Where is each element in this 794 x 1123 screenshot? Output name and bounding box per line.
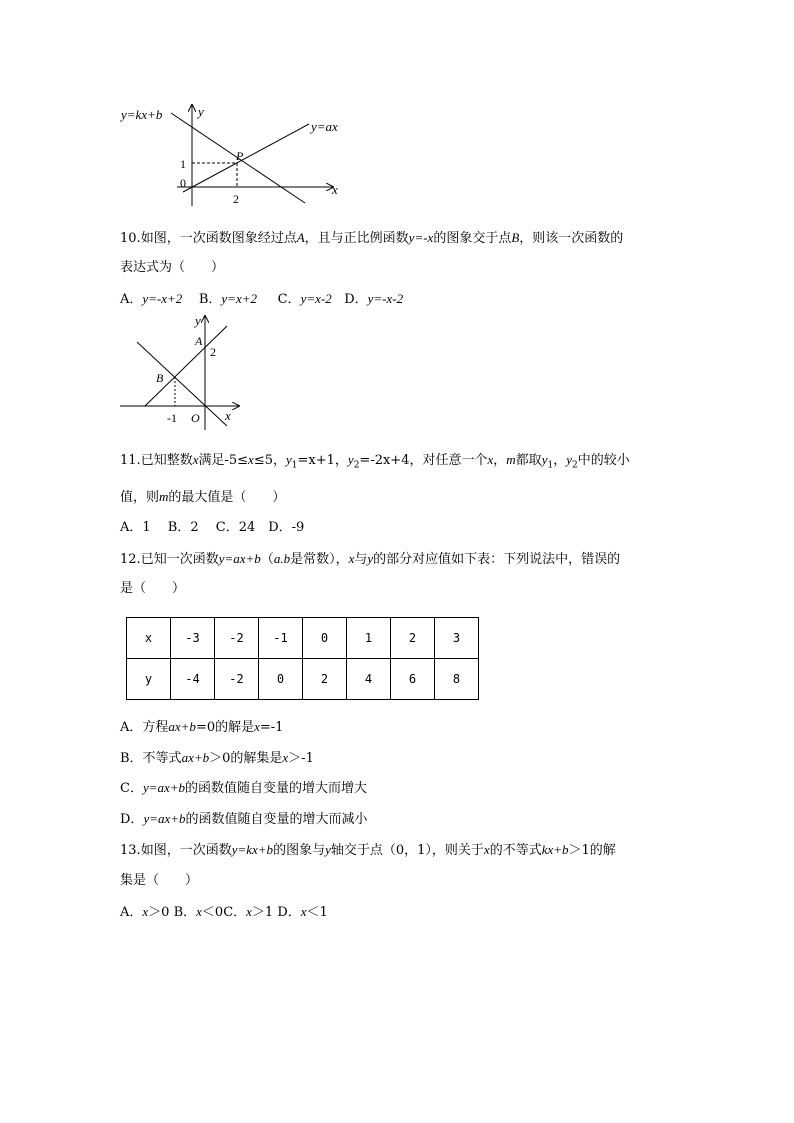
label-O: O bbox=[191, 411, 200, 425]
table-cell: 4 bbox=[347, 659, 391, 700]
question-13-line2: 集是（ ） bbox=[120, 873, 199, 888]
table-cell: -2 bbox=[215, 618, 259, 659]
question-10-line2: 表达式为（ ） bbox=[120, 260, 225, 275]
label-x: x bbox=[225, 408, 231, 423]
table-cell: -4 bbox=[171, 659, 215, 700]
question-10-line1: 10.如图，一次函数图象经过点A，且与正比例函数y=-x的图象交于点B，则该一次函数的 bbox=[120, 230, 624, 246]
question-10-options: A．y=-x+2 B．y=x+2 C．y=x-2 D．y=-x-2 bbox=[120, 291, 404, 307]
table-cell: 0 bbox=[303, 618, 347, 659]
tick-0: 0 bbox=[180, 176, 186, 190]
tick-2: 2 bbox=[210, 345, 216, 359]
figure-intersection-graph bbox=[115, 100, 355, 208]
label-x: x bbox=[332, 182, 338, 197]
question-11-options: A．1 B．2 C．24 D．-9 bbox=[120, 520, 305, 535]
label-p: P bbox=[236, 149, 244, 163]
table-cell: -3 bbox=[171, 618, 215, 659]
question-11-line1: 11.已知整数x满足-5≤x≤5，$y_1=x+1$，$y_2=-2x+4$，对任意一个x，m都取$y_1$，$y_2$中的较小 bbox=[120, 452, 630, 471]
table-header-y: y bbox=[127, 659, 171, 700]
table-cell: 3 bbox=[435, 618, 479, 659]
label-A: A bbox=[195, 334, 203, 348]
tick-1: 1 bbox=[180, 157, 186, 171]
table-cell: 8 bbox=[435, 659, 479, 700]
table-row-x bbox=[127, 618, 479, 659]
label-ax: y=ax bbox=[311, 119, 338, 134]
figure-q10-graph bbox=[115, 312, 245, 432]
table-cell: 2 bbox=[303, 659, 347, 700]
question-12-option-c: C．y=ax+b的函数值随自变量的增大而增大 bbox=[120, 780, 368, 796]
question-12-line1: 12.已知一次函数y=ax+b（a.b是常数），x与y的部分对应值如下表：下列说法中，错误的 bbox=[120, 551, 621, 567]
question-12-option-b: B．不等式ax+b＞0的解集是x＞-1 bbox=[120, 750, 314, 766]
question-13-line1: 13.如图，一次函数y=kx+b的图象与y轴交于点（0，1），则关于x的不等式kx+b＞1的解 bbox=[120, 842, 616, 858]
question-12-option-a: A．方程ax+b=0的解是x=-1 bbox=[120, 719, 284, 735]
tick-2: 2 bbox=[233, 192, 239, 206]
table-cell: -2 bbox=[215, 659, 259, 700]
table-row-y bbox=[127, 659, 479, 700]
question-13-options: A．x＞0 B．x＜0C．x＞1 D．x＜1 bbox=[120, 904, 328, 920]
table-cell: 1 bbox=[347, 618, 391, 659]
line-through-a bbox=[145, 326, 227, 406]
table-cell: -1 bbox=[259, 618, 303, 659]
table-cell: 2 bbox=[391, 618, 435, 659]
question-12-line2: 是（ ） bbox=[120, 581, 186, 596]
tick-neg1: -1 bbox=[167, 411, 177, 425]
question-11-line2: 值，则m的最大值是（ ） bbox=[120, 489, 286, 505]
label-B: B bbox=[156, 371, 164, 385]
table-header-x: x bbox=[127, 618, 171, 659]
label-y: y bbox=[198, 104, 204, 119]
table-cell: 6 bbox=[391, 659, 435, 700]
label-y: y bbox=[195, 313, 201, 328]
label-kx-plus-b: y=kx+b bbox=[121, 107, 163, 122]
values-table bbox=[126, 617, 479, 700]
question-12-option-d: D．y=ax+b的函数值随自变量的增大而减小 bbox=[120, 811, 368, 827]
table-cell: 0 bbox=[259, 659, 303, 700]
